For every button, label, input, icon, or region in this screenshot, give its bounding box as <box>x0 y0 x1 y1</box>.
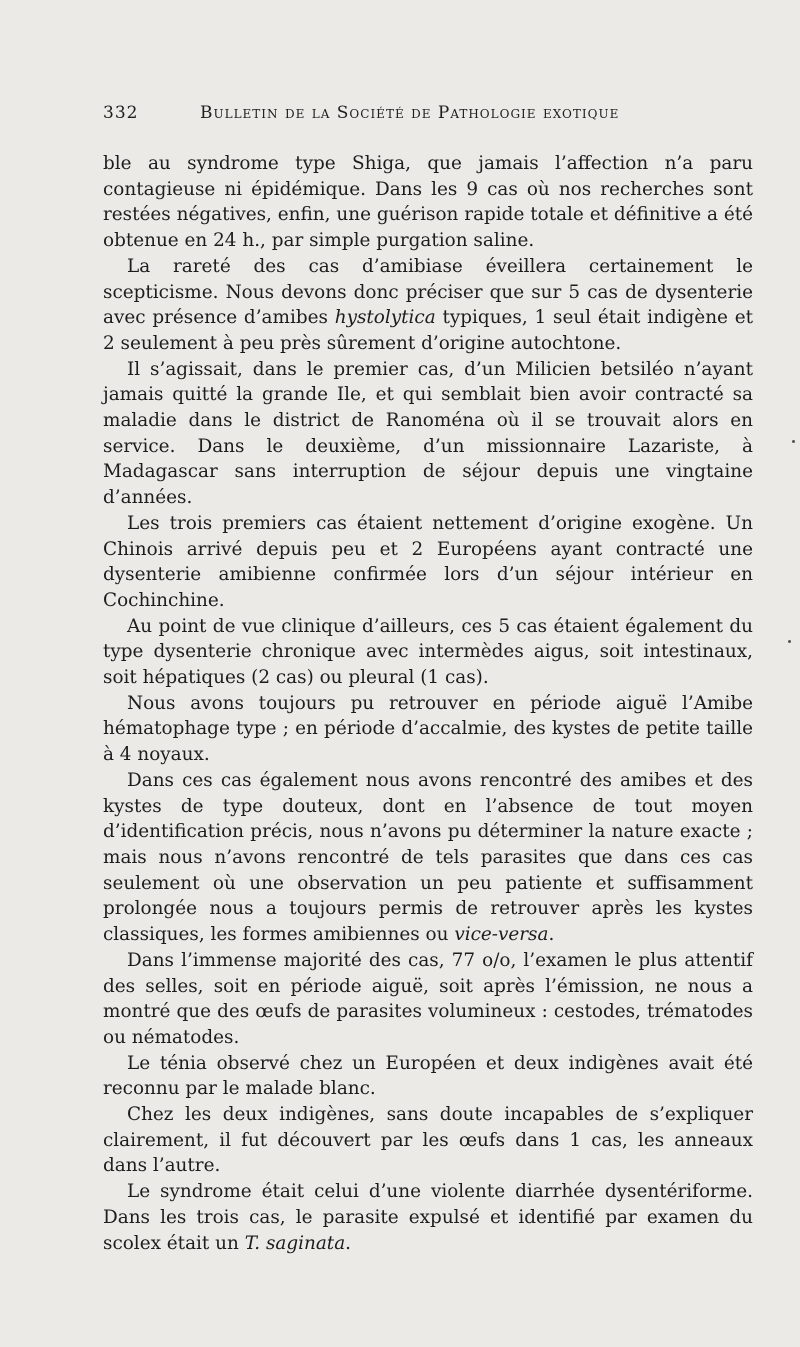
paragraph <box>103 511 753 614</box>
text-run: Nous avons toujours pu retrouver en période aiguë l’Amibe hématophage type ; en période d’accalmie, des kystes de petite taille à 4 noyaux. <box>103 692 753 766</box>
running-title: Bulletin de la Société de Pathologie exotique <box>200 103 620 123</box>
text-run: Les trois premiers cas étaient nettement d’origine exogène. Un Chinois arrivé depuis peu et 2 Européens ayant contracté une dysenterie amibienne confirmée lors d’un séjour intérieur en Cochinchine. <box>103 512 753 611</box>
paragraph <box>103 768 753 948</box>
text-run: Il s’agissait, dans le premier cas, d’un Milicien betsiléo n’ayant jamais quitté la grande Ile, et qui semblait bien avoir contracté sa maladie dans le district de Ranoména où il se trouvait alors en service. Dans le deuxième, d’un missionnaire Lazariste, à Madagascar sans interruption de séjour depuis une vingtaine d’années. <box>103 358 753 509</box>
paragraph <box>103 1051 753 1102</box>
paragraph <box>103 357 753 511</box>
text-run: Au point de vue clinique d’ailleurs, ces 5 cas étaient également du type dysenterie chronique avec intermèdes aigus, soit intestinaux, soit hépatiques (2 cas) ou pleural (1 cas). <box>103 615 753 689</box>
paragraph <box>103 1179 753 1256</box>
paragraph <box>103 614 753 691</box>
text-run: typiques, 1 seul était indigène et 2 seulement à peu près sûrement d’origine autochtone. <box>103 307 753 354</box>
page-header <box>103 103 693 133</box>
paragraph <box>103 1102 753 1179</box>
paragraph <box>103 948 753 1051</box>
italic-term: vice-versa <box>454 924 549 946</box>
italic-term: T. saginata <box>244 1232 346 1254</box>
paragraph <box>103 254 753 357</box>
text-run: Dans l’immense majorité des cas, 77 o/o, l’examen le plus attentif des selles, soit en période aiguë, soit après l’émission, ne nous a montré que des œufs de parasites volumineux : cestodes, trématodes ou nématodes. <box>103 949 753 1048</box>
paragraph <box>103 691 753 768</box>
italic-term: hystolytica <box>334 307 436 329</box>
text-run: Chez les deux indigènes, sans doute incapables de s’expliquer clairement, il fut découvert par les œufs dans 1 cas, les anneaux dans l’autre. <box>103 1104 753 1177</box>
text-run: Le syndrome était celui d’une violente diarrhée dysentériforme. Dans les trois cas, le parasite expulsé et identifié par examen du scolex était un <box>103 1181 753 1254</box>
body-text <box>103 151 753 1256</box>
paragraph <box>103 151 753 254</box>
text-run: . <box>548 924 555 946</box>
text-run: La rareté des cas d’amibiase éveillera certainement le scepticisme. Nous devons donc préciser que sur 5 cas de dysenterie avec présence d’amibes <box>103 255 753 329</box>
text-run: Dans ces cas également nous avons rencontré des amibes et des kystes de type douteux, dont en l’absence de tout moyen d’identification précis, nous n’avons pu déterminer la nature exacte ; mais nous n’avons rencontré de tels parasites que dans ces cas seulement où une observation un peu patiente et suffisamment prolongée nous a toujours permis de retrouver après les kystes classiques, les formes amibiennes ou <box>103 769 753 946</box>
print-speck <box>788 640 791 643</box>
text-run: . <box>345 1232 352 1254</box>
page-number: 332 <box>103 103 139 123</box>
text-run: ble au syndrome type Shiga, que jamais l’affection n’a paru contagieuse ni épidémique. Dans les 9 cas où nos recherches sont restées négatives, enfin, une guérison rapide totale et définitive a été obtenue en 24 h., par simple purgation saline. <box>103 153 753 252</box>
print-speck <box>792 440 795 443</box>
text-run: Le ténia observé chez un Européen et deux indigènes avait été reconnu par le malade blanc. <box>103 1052 753 1100</box>
